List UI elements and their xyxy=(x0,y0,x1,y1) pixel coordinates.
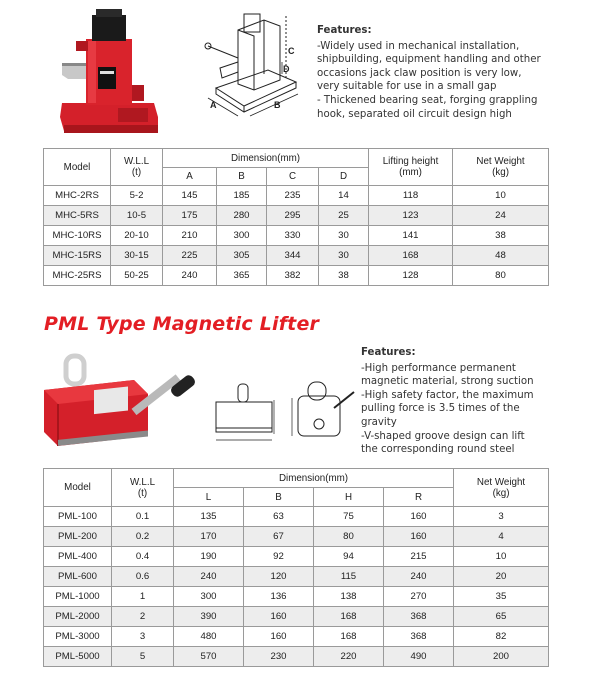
table-cell: 80 xyxy=(314,527,384,547)
table-cell: MHC-2RS xyxy=(44,186,111,206)
table-cell: 368 xyxy=(384,627,454,647)
magnetic-lifter-photo xyxy=(38,350,200,454)
table-cell: PML-100 xyxy=(44,507,112,527)
table-cell: 168 xyxy=(314,607,384,627)
table-cell: 80 xyxy=(453,266,549,286)
table-cell: 344 xyxy=(267,246,319,266)
pml-header-model: Model xyxy=(44,469,112,507)
mhc-header-dimension: Dimension(mm) xyxy=(163,149,369,168)
table-cell: 160 xyxy=(244,607,314,627)
pml-header-net-weight: Net Weight (kg) xyxy=(454,469,549,507)
table-cell: 38 xyxy=(319,266,369,286)
table-cell: 295 xyxy=(267,206,319,226)
table-cell: 14 xyxy=(319,186,369,206)
table-cell: 10 xyxy=(454,547,549,567)
table-cell: PML-200 xyxy=(44,527,112,547)
table-cell: 38 xyxy=(453,226,549,246)
table-cell: 382 xyxy=(267,266,319,286)
table-row xyxy=(44,206,549,226)
table-cell: 30 xyxy=(319,246,369,266)
table-cell: 0.2 xyxy=(112,527,174,547)
mhc-header-net-weight: Net Weight (kg) xyxy=(453,149,549,186)
table-cell: 141 xyxy=(369,226,453,246)
feature-line: gravity xyxy=(361,416,397,428)
feature-line: shipbuilding, equipment handling and other xyxy=(317,54,541,66)
mhc-header-lifting-height: Lifting height (mm) xyxy=(369,149,453,186)
mhc-spec-table xyxy=(43,148,549,286)
table-row xyxy=(44,567,549,587)
mhc-header-dim-b: B xyxy=(217,168,267,186)
feature-line: very suitable for use in a small gap xyxy=(317,81,497,93)
table-cell: MHC-15RS xyxy=(44,246,111,266)
table-cell: 2 xyxy=(112,607,174,627)
table-cell: PML-5000 xyxy=(44,647,112,667)
pml-section-title: PML Type Magnetic Lifter xyxy=(44,313,320,335)
table-cell: 230 xyxy=(244,647,314,667)
pml-features xyxy=(361,346,534,457)
table-cell: 65 xyxy=(454,607,549,627)
table-cell: 75 xyxy=(314,507,384,527)
table-cell: 280 xyxy=(217,206,267,226)
table-cell: 10-5 xyxy=(111,206,163,226)
dim-label-d: D xyxy=(283,64,290,74)
pml-header-dim-h: H xyxy=(314,488,384,507)
table-cell: 94 xyxy=(314,547,384,567)
dim-label-a: A xyxy=(210,100,217,110)
table-cell: 0.1 xyxy=(112,507,174,527)
table-cell: 168 xyxy=(314,627,384,647)
table-cell: 240 xyxy=(163,266,217,286)
table-cell: 24 xyxy=(453,206,549,226)
table-row xyxy=(44,587,549,607)
mhc-header-dim-a: A xyxy=(163,168,217,186)
table-cell: 115 xyxy=(314,567,384,587)
feature-line: magnetic material, strong suction xyxy=(361,376,534,388)
table-cell: 160 xyxy=(384,507,454,527)
table-cell: 300 xyxy=(217,226,267,246)
pml-spec-table xyxy=(43,468,549,667)
table-cell: PML-600 xyxy=(44,567,112,587)
table-cell: 240 xyxy=(174,567,244,587)
table-cell: 145 xyxy=(163,186,217,206)
pml-header-dimension: Dimension(mm) xyxy=(174,469,454,488)
table-cell: 215 xyxy=(384,547,454,567)
table-cell: 570 xyxy=(174,647,244,667)
table-cell: 35 xyxy=(454,587,549,607)
table-cell: MHC-25RS xyxy=(44,266,111,286)
table-cell: 200 xyxy=(454,647,549,667)
table-cell: PML-1000 xyxy=(44,587,112,607)
table-cell: 0.4 xyxy=(112,547,174,567)
pml-header-wll: W.L.L (t) xyxy=(112,469,174,507)
table-cell: 120 xyxy=(244,567,314,587)
dim-label-c: C xyxy=(288,46,295,56)
table-cell: PML-2000 xyxy=(44,607,112,627)
table-cell: PML-3000 xyxy=(44,627,112,647)
table-cell: 118 xyxy=(369,186,453,206)
table-cell: 390 xyxy=(174,607,244,627)
table-cell: 4 xyxy=(454,527,549,547)
table-cell: 20-10 xyxy=(111,226,163,246)
table-cell: 480 xyxy=(174,627,244,647)
table-row xyxy=(44,266,549,286)
table-cell: 185 xyxy=(217,186,267,206)
feature-line: - Thickened bearing seat, forging grappling xyxy=(317,94,538,106)
table-cell: 67 xyxy=(244,527,314,547)
claw-jack-photo xyxy=(58,5,163,140)
table-cell: 1 xyxy=(112,587,174,607)
table-cell: 5-2 xyxy=(111,186,163,206)
table-cell: 136 xyxy=(244,587,314,607)
table-cell: 170 xyxy=(174,527,244,547)
pml-header-dim-l: L xyxy=(174,488,244,507)
table-cell: 210 xyxy=(163,226,217,246)
table-cell: 10 xyxy=(453,186,549,206)
table-row xyxy=(44,647,549,667)
table-cell: 30 xyxy=(319,226,369,246)
table-cell: 300 xyxy=(174,587,244,607)
feature-line: the corresponding round steel xyxy=(361,444,515,456)
table-cell: 25 xyxy=(319,206,369,226)
claw-jack-dimension-diagram xyxy=(198,8,306,120)
table-row xyxy=(44,547,549,567)
table-cell: 368 xyxy=(384,607,454,627)
table-cell: 160 xyxy=(244,627,314,647)
table-cell: 135 xyxy=(174,507,244,527)
table-cell: 330 xyxy=(267,226,319,246)
mhc-features-heading: Features: xyxy=(317,25,372,36)
table-row xyxy=(44,527,549,547)
feature-line: hook, separated oil circuit design high xyxy=(317,108,512,120)
table-cell: MHC-10RS xyxy=(44,226,111,246)
table-row xyxy=(44,246,549,266)
pml-header-dim-b: B xyxy=(244,488,314,507)
table-cell: 20 xyxy=(454,567,549,587)
table-cell: 0.6 xyxy=(112,567,174,587)
feature-line: occasions jack claw position is very low, xyxy=(317,67,522,79)
table-cell: MHC-5RS xyxy=(44,206,111,226)
table-cell: 5 xyxy=(112,647,174,667)
feature-line: -High safety factor, the maximum xyxy=(361,389,534,401)
table-cell: 30-15 xyxy=(111,246,163,266)
table-cell: 128 xyxy=(369,266,453,286)
table-cell: 82 xyxy=(454,627,549,647)
dim-label-b: B xyxy=(274,100,281,110)
table-cell: 270 xyxy=(384,587,454,607)
table-cell: 305 xyxy=(217,246,267,266)
pml-features-heading: Features: xyxy=(361,347,416,358)
pml-header-dim-r: R xyxy=(384,488,454,507)
table-row xyxy=(44,507,549,527)
mhc-header-dim-d: D xyxy=(319,168,369,186)
feature-line: -V-shaped groove design can lift xyxy=(361,430,525,442)
table-cell: PML-400 xyxy=(44,547,112,567)
table-cell: 3 xyxy=(454,507,549,527)
table-row xyxy=(44,607,549,627)
table-cell: 138 xyxy=(314,587,384,607)
table-row xyxy=(44,627,549,647)
table-cell: 3 xyxy=(112,627,174,647)
mhc-features xyxy=(317,24,541,121)
table-cell: 225 xyxy=(163,246,217,266)
table-cell: 160 xyxy=(384,527,454,547)
table-cell: 220 xyxy=(314,647,384,667)
feature-line: pulling force is 3.5 times of the xyxy=(361,403,520,415)
table-cell: 175 xyxy=(163,206,217,226)
mhc-header-dim-c: C xyxy=(267,168,319,186)
mhc-header-wll: W.L.L (t) xyxy=(111,149,163,186)
table-cell: 63 xyxy=(244,507,314,527)
table-cell: 123 xyxy=(369,206,453,226)
feature-line: -High performance permanent xyxy=(361,362,516,374)
table-cell: 50-25 xyxy=(111,266,163,286)
table-cell: 92 xyxy=(244,547,314,567)
table-cell: 48 xyxy=(453,246,549,266)
table-cell: 235 xyxy=(267,186,319,206)
table-cell: 490 xyxy=(384,647,454,667)
table-cell: 365 xyxy=(217,266,267,286)
magnetic-lifter-dimension-diagram xyxy=(210,378,358,448)
table-row xyxy=(44,186,549,206)
feature-line: -Widely used in mechanical installation, xyxy=(317,40,520,52)
table-cell: 190 xyxy=(174,547,244,567)
table-cell: 240 xyxy=(384,567,454,587)
mhc-header-model: Model xyxy=(44,149,111,186)
table-cell: 168 xyxy=(369,246,453,266)
table-row xyxy=(44,226,549,246)
